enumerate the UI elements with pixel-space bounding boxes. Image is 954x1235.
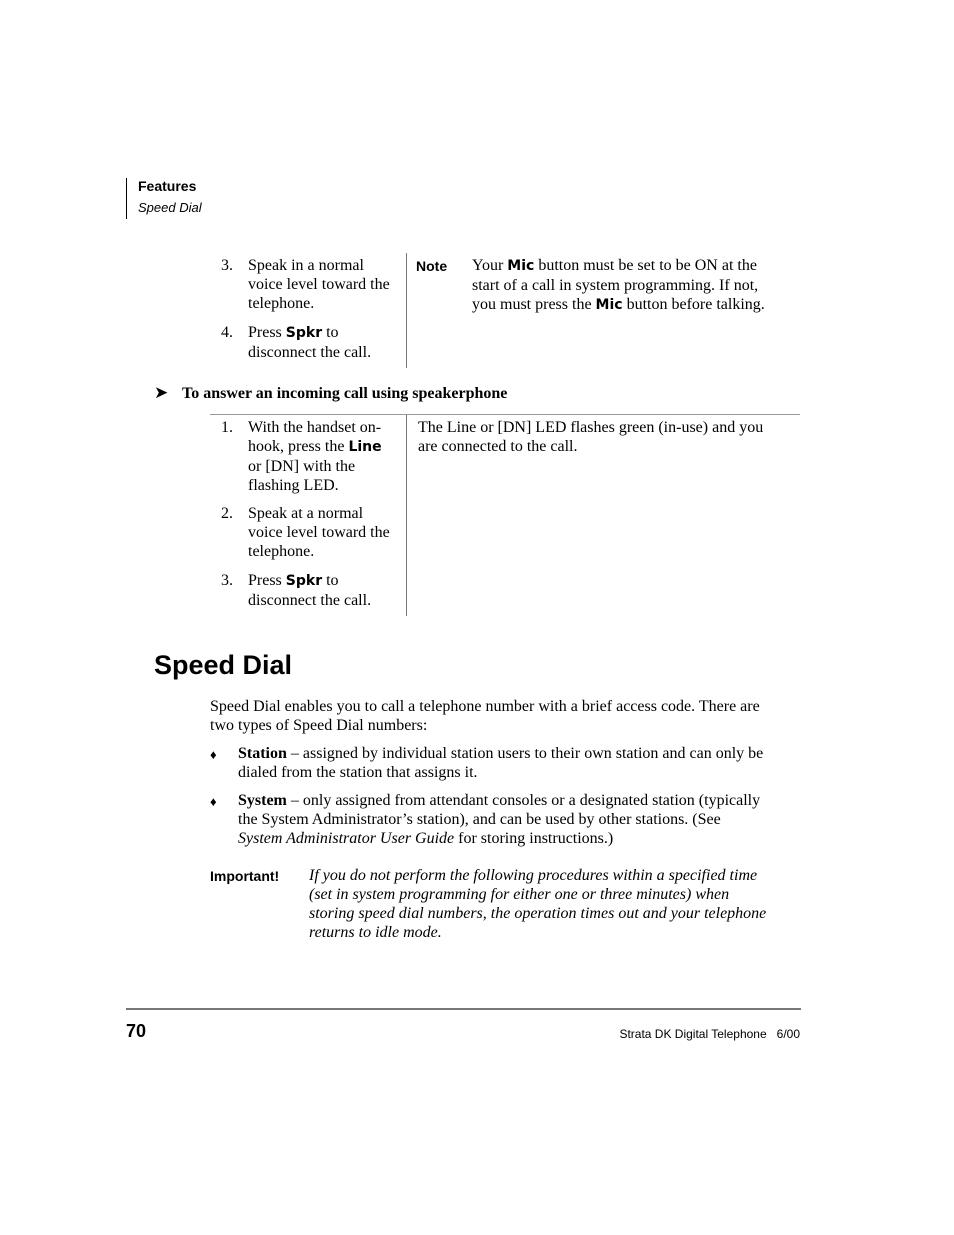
bullet-system: System – only assigned from attendant consoles or a designated station (typically the System Administrator’s station), and can be used by other stations. (See System Administrator User Guide for storing instructions.)	[238, 792, 761, 847]
step-text: Speak in a normal voice level toward the telephone.	[248, 257, 390, 312]
note-label: Note	[416, 258, 448, 274]
footer-doc-title: Strata DK Digital Telephone 6/00	[619, 1027, 800, 1041]
step-text: With the handset on- hook, press the Line or [DN] with the flashing LED.	[248, 419, 382, 494]
note-text: Your Mic button must be set to be ON at the start of a call in system programming. If not, you must press the Mic button before talking.	[472, 257, 765, 313]
header-rule	[126, 178, 127, 219]
column-divider	[406, 253, 407, 368]
line-button-label: Line	[348, 439, 382, 455]
important-label: Important!	[210, 868, 280, 884]
step-number: 3.	[221, 572, 233, 589]
diamond-bullet-icon: ♦	[210, 747, 217, 762]
footer-rule	[126, 1008, 801, 1010]
step-text: Press Spkr to disconnect the call.	[248, 324, 372, 361]
page-number: 70	[126, 1021, 147, 1041]
subsection-title: Speed Dial	[138, 200, 202, 215]
table-top-rule	[210, 414, 800, 415]
spkr-button-label: Spkr	[285, 325, 323, 341]
spkr-button-label: Spkr	[285, 573, 323, 589]
procedure-title: To answer an incoming call using speakerphone	[182, 385, 508, 402]
step-number: 3.	[221, 257, 233, 274]
column-divider	[406, 415, 407, 616]
section-heading: Speed Dial	[154, 650, 293, 680]
section-title: Features	[138, 178, 197, 194]
diamond-bullet-icon: ♦	[210, 794, 217, 809]
step-text: Speak at a normal voice level toward the telephone.	[248, 505, 390, 560]
intro-paragraph: Speed Dial enables you to call a telephone number with a brief access code. There are two types of Speed Dial numbers:	[210, 698, 760, 734]
step-number: 2.	[221, 505, 233, 522]
bullet-station: Station – assigned by individual station users to their own station and can only be dialed from the station that assigns it.	[238, 745, 764, 781]
procedure-arrow-icon: ➤	[154, 383, 169, 402]
step-text: Press Spkr to disconnect the call.	[248, 572, 372, 609]
result-text: The Line or [DN] LED flashes green (in-use) and you are connected to the call.	[418, 419, 764, 455]
step-number: 1.	[221, 419, 233, 436]
step-number: 4.	[221, 324, 233, 341]
mic-button-label: Mic	[595, 297, 623, 313]
mic-button-label: Mic	[507, 258, 535, 274]
important-text: If you do not perform the following procedures within a specified time (set in system programming for either one or three minutes) when storing speed dial numbers, the operation times out and your telephone returns to idle mode.	[309, 867, 767, 941]
